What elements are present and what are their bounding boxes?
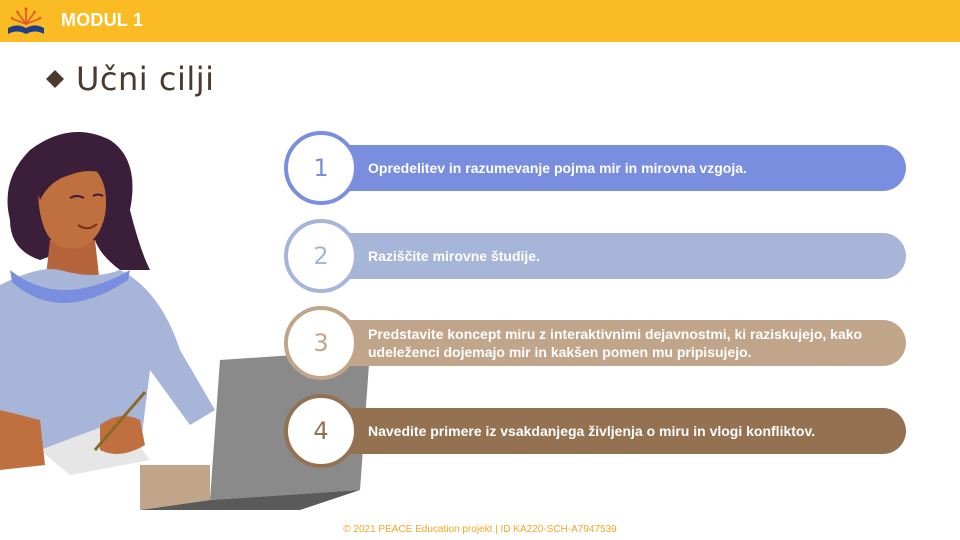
objective-1 bbox=[284, 131, 906, 205]
number-circle bbox=[284, 219, 358, 293]
objective-number: 2 bbox=[313, 242, 329, 270]
number-circle bbox=[284, 131, 358, 205]
objective-text: Navedite primere iz vsakdanjega življenja o miru in vlogi konfliktov. bbox=[368, 423, 816, 439]
module-label: MODUL 1 bbox=[61, 10, 144, 30]
objective-text: Predstavite koncept miru z interaktivnimi dejavnostmi, ki raziskujejo, kako udeleženci dojemajo mir in kakšen pomen mu pripisujejo. bbox=[368, 326, 863, 360]
open-book-sunburst-icon bbox=[6, 6, 46, 36]
footer-copyright: © 2021 PEACE Education projekt | ID KA220-SCH-A7947539 bbox=[343, 524, 617, 535]
objective-4 bbox=[284, 394, 906, 468]
objective-number: 1 bbox=[313, 154, 329, 182]
diamond-bullet-icon bbox=[46, 70, 64, 88]
page-title bbox=[46, 58, 215, 100]
number-circle bbox=[284, 394, 358, 468]
objective-number: 3 bbox=[313, 329, 329, 357]
objective-3 bbox=[284, 306, 906, 380]
top-bar bbox=[0, 0, 960, 42]
number-circle bbox=[284, 306, 358, 380]
objective-number: 4 bbox=[313, 417, 329, 445]
objective-2 bbox=[284, 219, 906, 293]
objective-text: Raziščite mirovne študije. bbox=[368, 248, 540, 264]
objective-text: Opredelitev in razumevanje pojma mir in mirovna vzgoja. bbox=[368, 160, 747, 176]
page-title-text: Učni cilji bbox=[76, 60, 215, 98]
